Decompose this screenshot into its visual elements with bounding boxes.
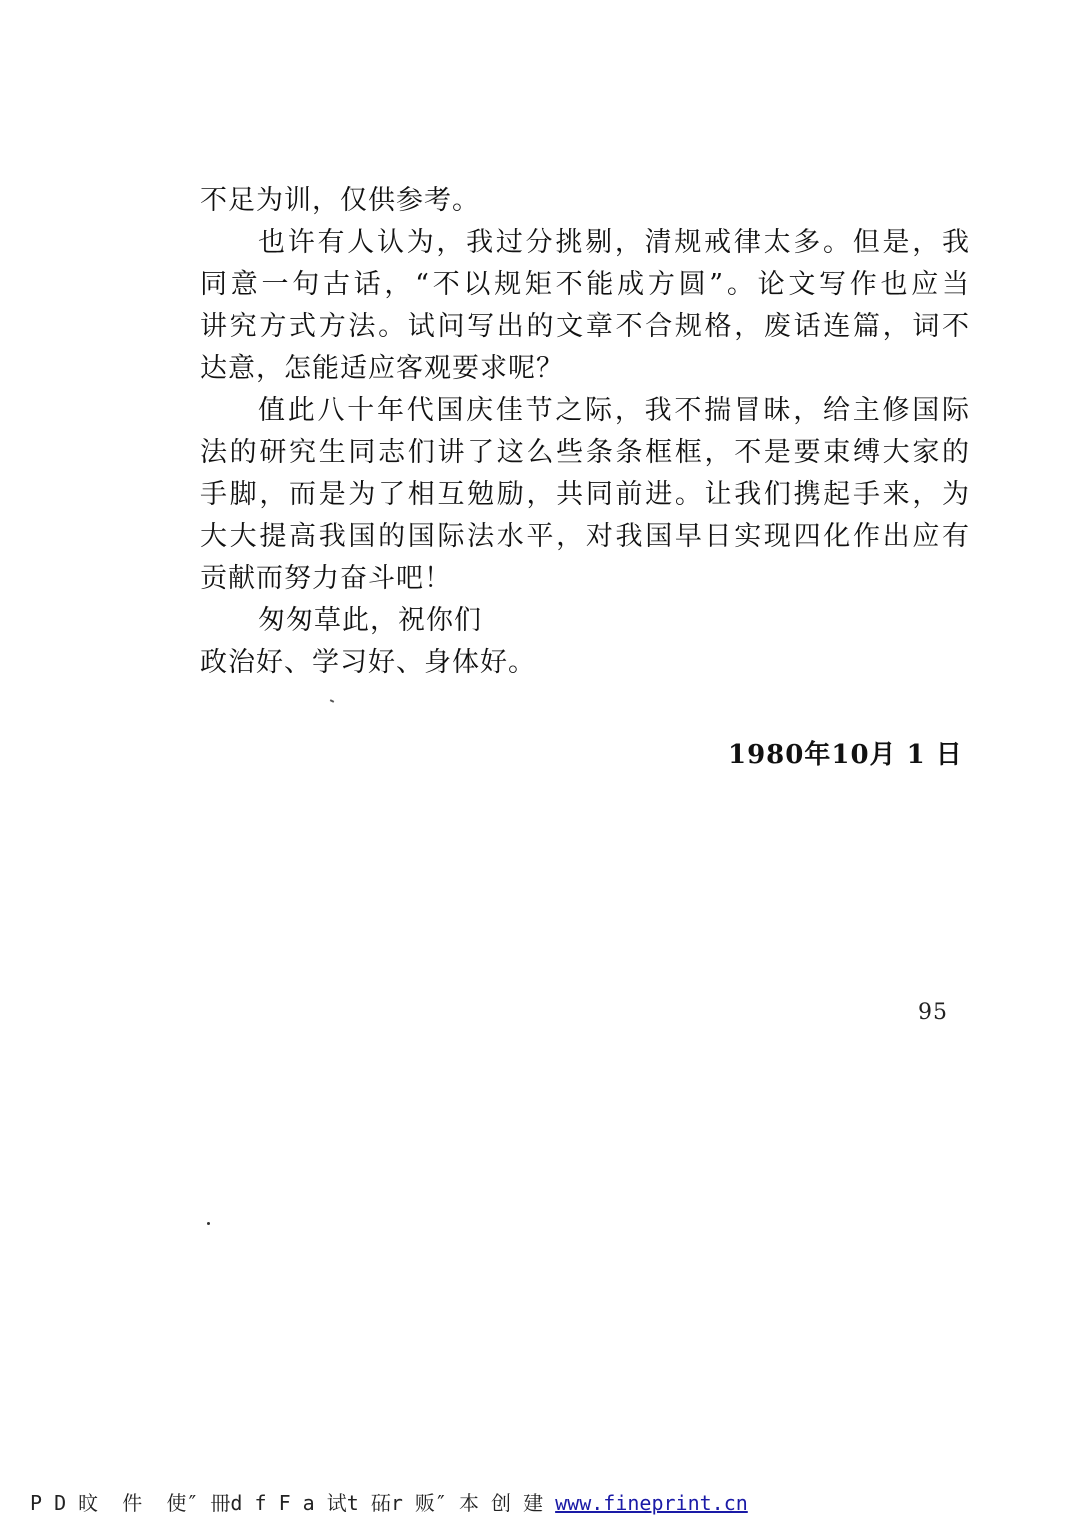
body-line: 也许有人认为，我过分挑剔，清规戒律太多。但是，我 (258, 227, 970, 258)
scan-speck (207, 1222, 210, 1225)
body-line: 法的研究生同志们讲了这么些条条框框，不是要束缚大家的 (200, 437, 970, 468)
pdf-watermark (30, 1487, 748, 1516)
signature-date: 1980年10月 1 日 (728, 740, 963, 770)
closing-salutation: 匆匆草此，祝你们 (258, 605, 482, 636)
body-line: 大大提高我国的国际法水平，对我国早日实现四化作出应有 (200, 521, 970, 552)
body-line: 达意，怎能适应客观要求呢？ (200, 353, 564, 384)
closing-wishes: 政治好、学习好、身体好。 (200, 647, 536, 678)
body-line: 值此八十年代国庆佳节之际，我不揣冒昧，给主修国际 (258, 395, 970, 426)
scan-speck (330, 699, 334, 703)
watermark-link[interactable]: www.fineprint.cn (555, 1491, 748, 1515)
watermark-text: P D 旼 件 使″ 冊d f F a 试t 砳r 贩″ 本 创 建 (30, 1491, 544, 1515)
letter-body (200, 180, 970, 684)
body-line: 贡献而努力奋斗吧！ (200, 563, 452, 594)
body-line: 不足为训，仅供参考。 (200, 185, 480, 216)
page-number: 95 (918, 1000, 948, 1025)
body-line: 手脚，而是为了相互勉励，共同前进。让我们携起手来，为 (200, 479, 970, 510)
body-line: 讲究方式方法。试问写出的文章不合规格，废话连篇，词不 (200, 311, 970, 342)
body-line: 同意一句古话，“不以规矩不能成方圆”。论文写作也应当 (200, 269, 970, 300)
